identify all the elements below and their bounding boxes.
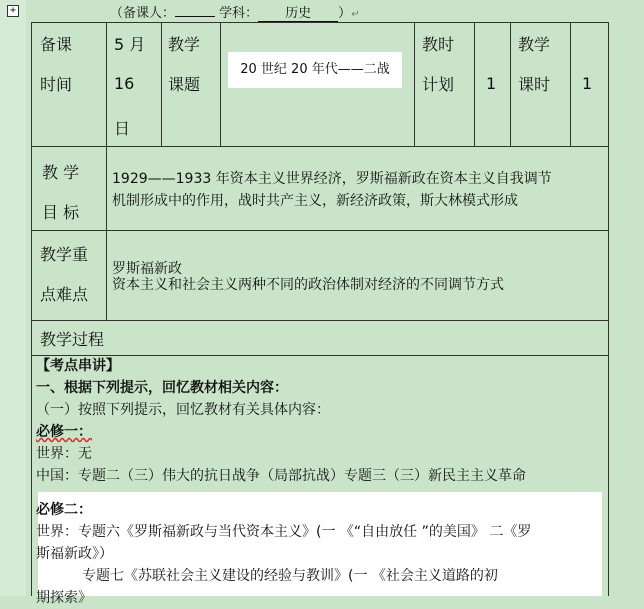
hours-label-1: 教学 [518,35,551,54]
required-1-world: 世界：无 [36,446,92,462]
goals-label-2: 目 标 [42,203,80,222]
topic-label-2: 课题 [168,75,201,94]
key-label-1: 教学重 [40,245,89,264]
subject-field[interactable]: 历史 [258,2,338,22]
required-1-china: 中国：专题二（三）伟大的抗日战争（局部抗战）专题三（三）新民主主义革命 [36,468,526,484]
required-2-world-line-2: 斯福新政》） [36,546,113,562]
section-title: 【考点串讲】 [36,358,120,374]
required-2-label: 必修二： [36,502,92,518]
plan-label-1: 教时 [422,35,455,54]
hours-value: 1 [582,74,593,93]
date-label-2: 时间 [40,75,73,94]
plan-label-2: 计划 [422,75,455,94]
date-month: 5 月 [114,35,146,54]
goals-text-line-2: 机制形成中的作用，战时共产主义，新经济政策，斯大林模式形成 [112,193,518,209]
required-2-world-line-1: 世界：专题六《罗斯福新政与当代资本主义》(一 《“自由放任 ”的美国》 二《罗 [36,524,532,540]
topic-label-1: 教学 [168,35,201,54]
required-1-label: 必修一： [36,424,92,440]
lesson-plan-table [31,22,609,606]
date-label-1: 备课 [40,35,73,54]
date-day-unit: 日 [114,119,131,138]
subject-label: 学科： [219,6,259,21]
preparer-field[interactable] [175,16,215,17]
required-2-topic7-line-2: 期探索》 [36,590,92,606]
table-move-handle-icon[interactable]: + [7,5,19,17]
process-content[interactable] [36,355,602,609]
date-day: 16 [114,74,135,93]
plan-value: 1 [486,74,497,93]
required-2-topic7-line-1: 专题七《苏联社会主义建设的经验与教训》(一 《社会主义道路的初 [82,568,498,584]
sub-heading-1: （一）按照下列提示，回忆教材有关具体内容： [36,402,330,418]
key-label-2: 点难点 [40,285,89,304]
left-margin [0,0,26,596]
preparer-label: （备课人： [110,6,176,21]
goals-label-1: 教 学 [42,163,80,182]
key-text-line-1: 罗斯福新政 [112,261,182,277]
heading-1: 一、根据下列提示，回忆教材相关内容： [36,380,288,396]
key-text-line-2: 资本主义和社会主义两种不同的政治体制对经济的不同调节方式 [112,277,504,293]
process-label: 教学过程 [40,330,105,349]
hours-label-2: 课时 [518,75,551,94]
topic-title[interactable]: 20 世纪 20 年代——二战 [228,52,402,88]
header-line: （备课人： 学科： 历史 ）↵ [110,2,360,22]
goals-text-line-1: 1929——1933 年资本主义世界经济，罗斯福新政在资本主义自我调节 [112,171,552,187]
